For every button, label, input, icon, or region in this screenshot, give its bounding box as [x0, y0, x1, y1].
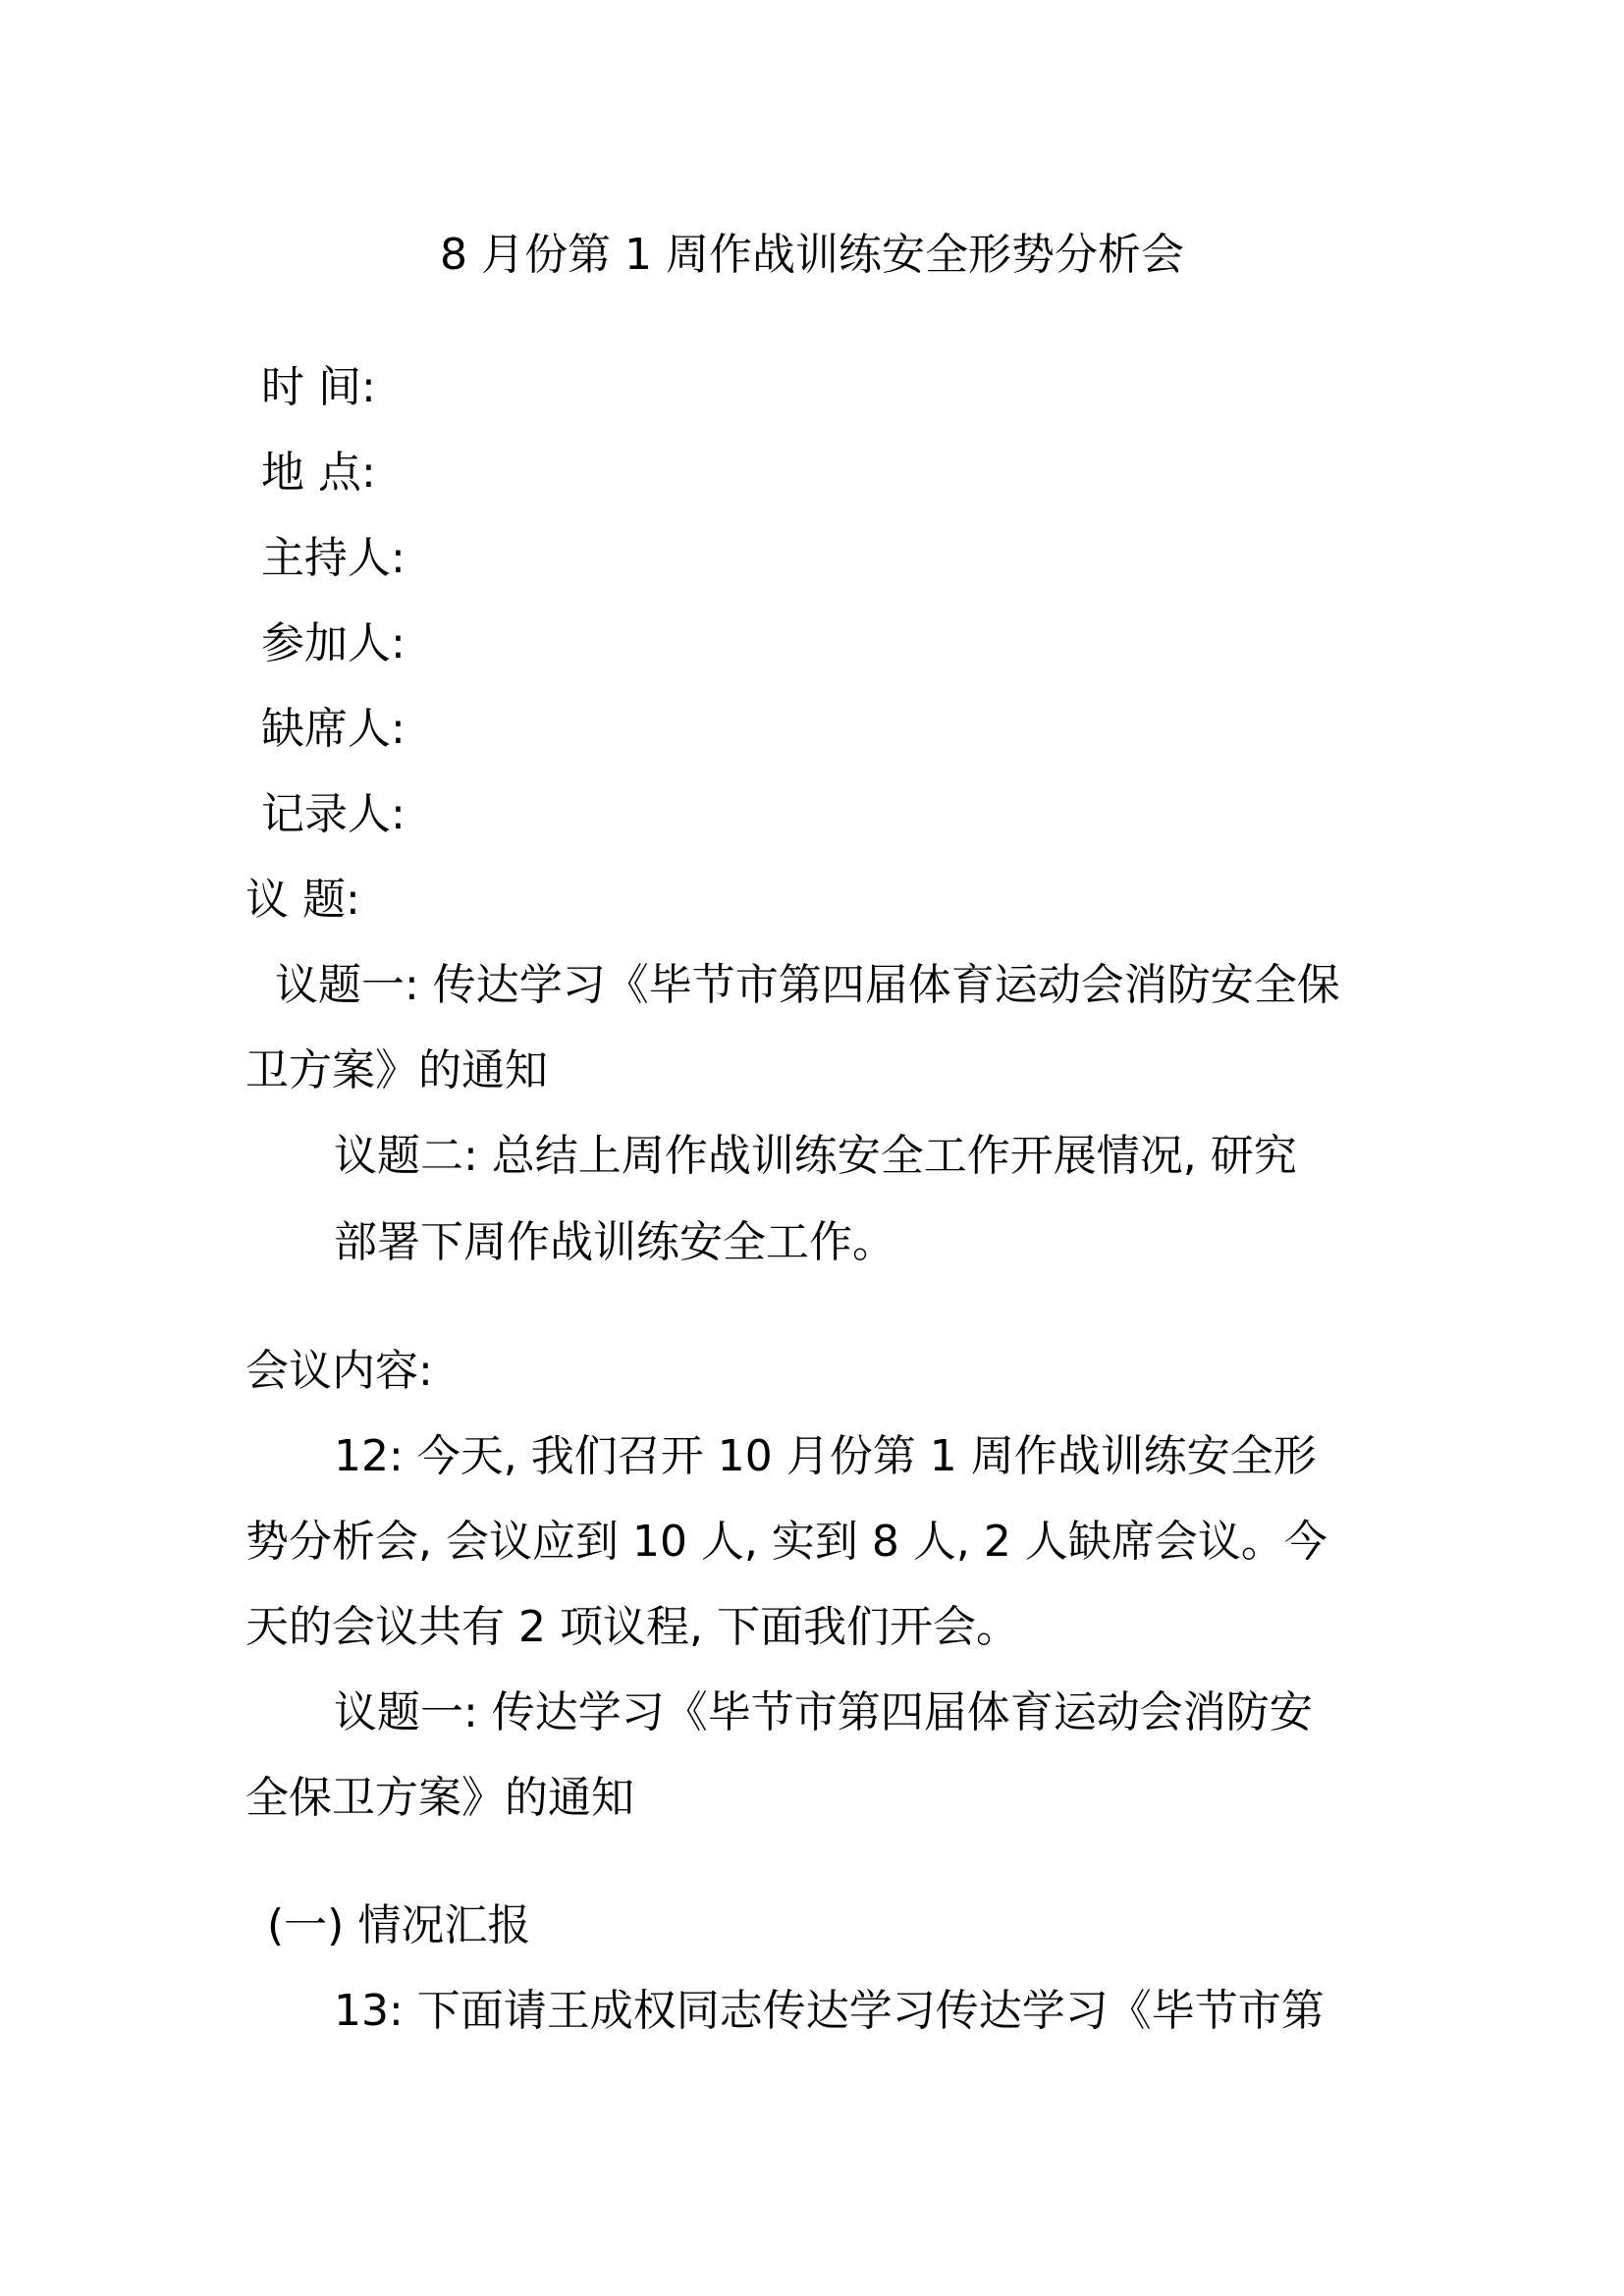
content-p2-line2: 全保卫方案》的通知 [245, 1773, 634, 1823]
agenda-item1-line2: 卫方案》的通知 [245, 1045, 548, 1095]
time-label: 时 间: [261, 362, 376, 412]
content-p2-line1: 议题一: 传达学习《毕节市第四届体育运动会消防安 [334, 1687, 1313, 1737]
attendees-label: 参加人: [261, 618, 406, 668]
host-label: 主持人: [261, 533, 406, 583]
content-p3-line1: 13: 下面请王成权同志传达学习传达学习《毕节市第 [334, 1986, 1325, 2036]
document-title: 8 月份第 1 周作战训练安全形势分析会 [440, 230, 1184, 280]
content-p1-line2: 势分析会, 会议应到 10 人, 实到 8 人, 2 人缺席会议。今 [245, 1517, 1327, 1567]
absent-label: 缺席人: [261, 704, 406, 754]
place-label: 地 点: [261, 448, 376, 498]
agenda-heading: 议 题: [245, 875, 360, 925]
section-heading: (一) 情况汇报 [267, 1900, 531, 1950]
agenda-item2-line1: 议题二: 总结上周作战训练安全工作开展情况, 研究 [334, 1131, 1297, 1181]
content-heading: 会议内容: [245, 1346, 433, 1396]
content-p1-line1: 12: 今天, 我们召开 10 月份第 1 周作战训练安全形 [334, 1431, 1317, 1481]
recorder-label: 记录人: [261, 789, 406, 839]
agenda-item2-line2: 部署下周作战训练安全工作。 [334, 1217, 895, 1267]
content-p1-line3: 天的会议共有 2 项议程, 下面我们开会。 [245, 1602, 1019, 1652]
agenda-item1-line1: 议题一: 传达学习《毕节市第四届体育运动会消防安全保 [275, 960, 1340, 1010]
